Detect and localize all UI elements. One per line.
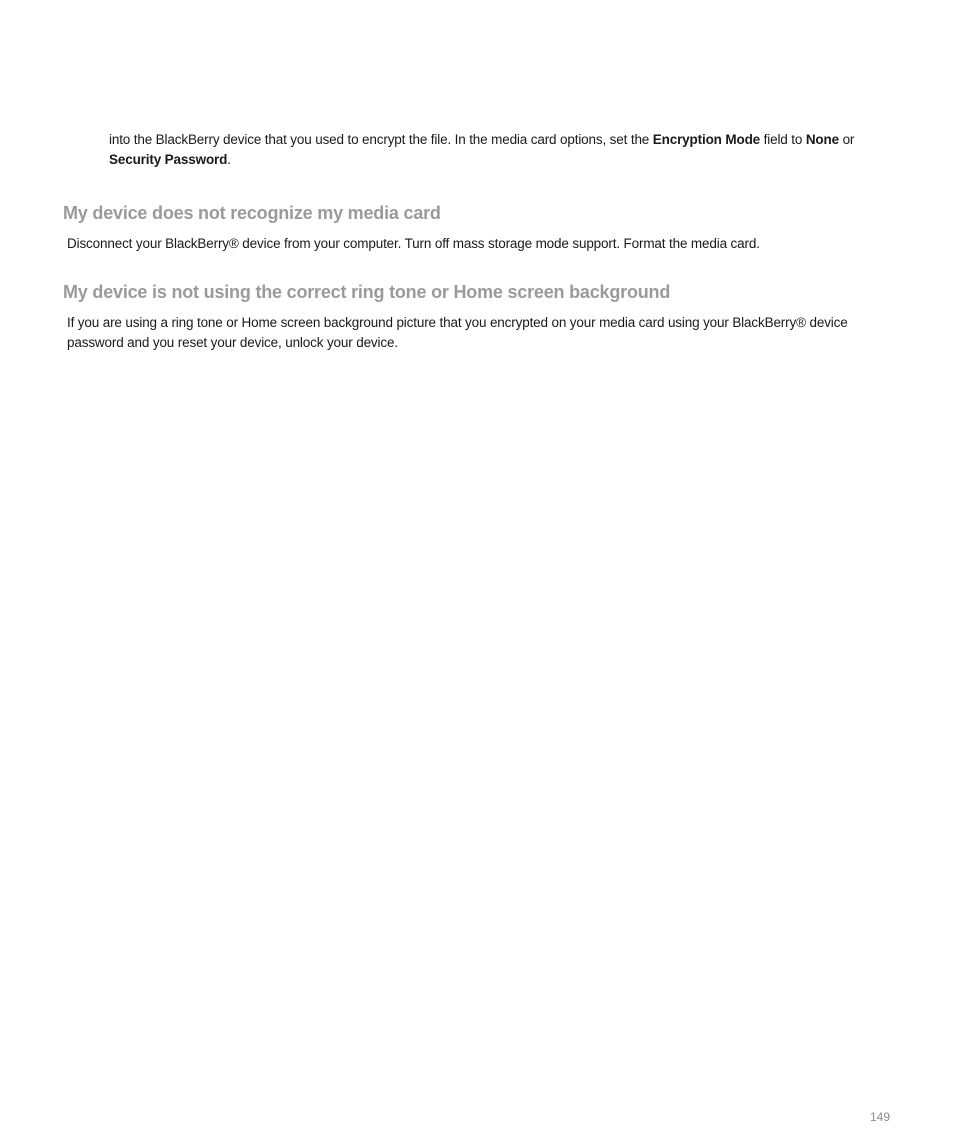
paragraph-text: into the BlackBerry device that you used to encrypt the file. In the media card options, set the [109, 132, 653, 147]
page-number: 149 [869, 1110, 890, 1124]
section-body-media-card: Disconnect your BlackBerry® device from your computer. Turn off mass storage mode support. Format the media card. [67, 236, 760, 251]
section-body-ring-tone: If you are using a ring tone or Home screen background picture that you encrypted on your media card using your BlackBerry® device password and you reset your device, unlock your device. [67, 315, 848, 350]
section-heading-media-card: My device does not recognize my media card [63, 203, 441, 223]
section-heading-ring-tone: My device is not using the correct ring tone or Home screen background [63, 282, 671, 302]
paragraph-text: . [227, 151, 231, 167]
paragraph-text: or [838, 132, 855, 147]
paragraph-text: field to [760, 132, 806, 147]
none-term: None [805, 132, 839, 147]
security-password-term: Security Password [109, 151, 228, 167]
encryption-mode-term: Encryption Mode [652, 132, 761, 147]
continued-paragraph [109, 130, 909, 169]
